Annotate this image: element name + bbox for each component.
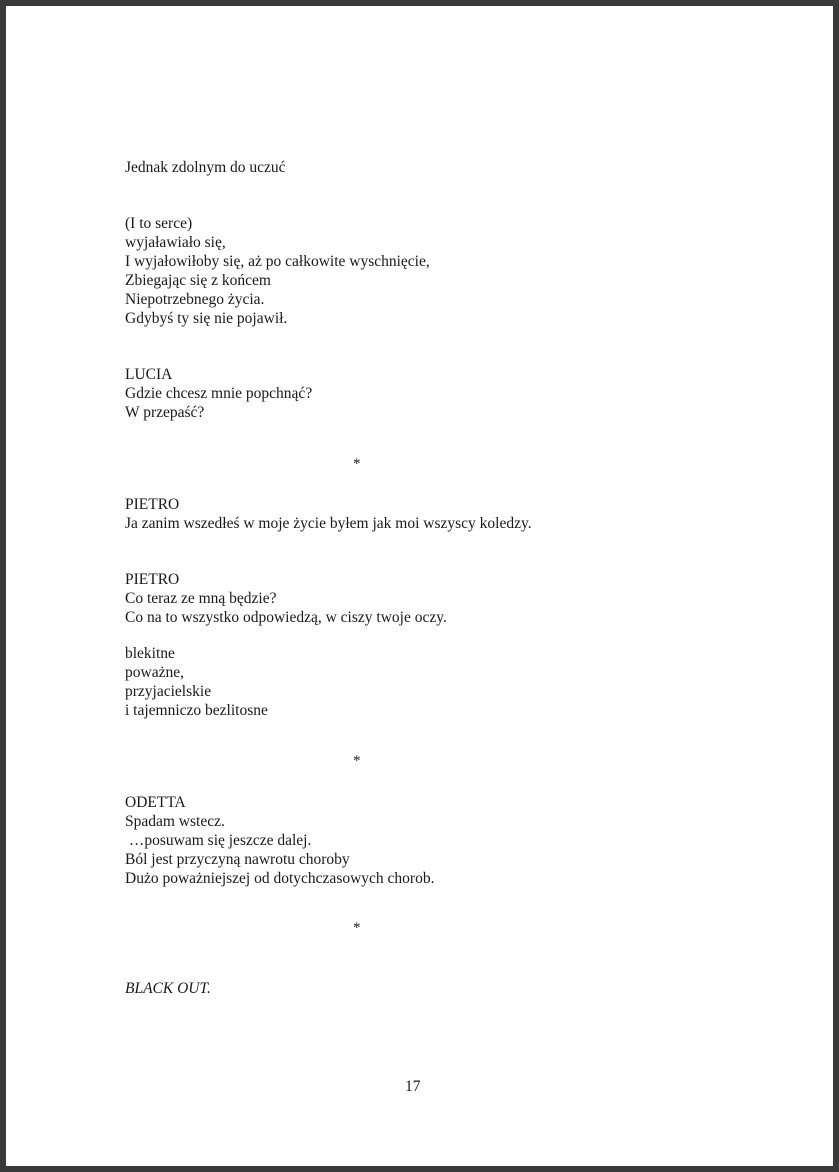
text-line: przyjacielskie	[125, 683, 212, 700]
document-page	[6, 6, 833, 1166]
text-line: …posuwam się jeszcze dalej.	[125, 832, 312, 849]
text-line: i tajemniczo bezlitosne	[125, 702, 268, 719]
text-line: Spadam wstecz.	[125, 813, 225, 830]
stage-direction: BLACK OUT.	[125, 980, 211, 997]
text-line: Co na to wszystko odpowiedzą, w ciszy twoje oczy.	[125, 609, 447, 626]
speaker-name: PIETRO	[125, 571, 180, 588]
text-line: Co teraz ze mną będzie?	[125, 590, 277, 607]
speaker-name: LUCIA	[125, 366, 173, 383]
scene-separator: *	[353, 456, 361, 472]
scene-separator: *	[353, 920, 361, 936]
text-line: Gdzie chcesz mnie popchnąć?	[125, 385, 313, 402]
text-line: Gdybyś ty się nie pojawił.	[125, 310, 288, 327]
text-line: W przepaść?	[125, 404, 205, 421]
text-line: Ja zanim wszedłeś w moje życie byłem jak moi wszyscy koledzy.	[125, 515, 532, 532]
text-line: Zbiegając się z końcem	[125, 272, 271, 289]
text-line: Dużo poważniejszej od dotychczasowych chorob.	[125, 870, 435, 887]
text-line: blekitne	[125, 645, 175, 662]
page-number: 17	[405, 1077, 421, 1095]
text-line: Ból jest przyczyną nawrotu choroby	[125, 851, 350, 868]
text-line: Jednak zdolnym do uczuć	[125, 159, 286, 176]
text-line: (I to serce)	[125, 215, 193, 232]
text-line: Niepotrzebnego życia.	[125, 291, 265, 308]
scene-separator: *	[353, 753, 361, 769]
speaker-name: PIETRO	[125, 496, 180, 513]
text-line: I wyjałowiłoby się, aż po całkowite wyschnięcie,	[125, 253, 430, 270]
speaker-name: ODETTA	[125, 794, 186, 811]
text-line: wyjaławiało się,	[125, 234, 226, 251]
text-line: poważne,	[125, 664, 184, 681]
